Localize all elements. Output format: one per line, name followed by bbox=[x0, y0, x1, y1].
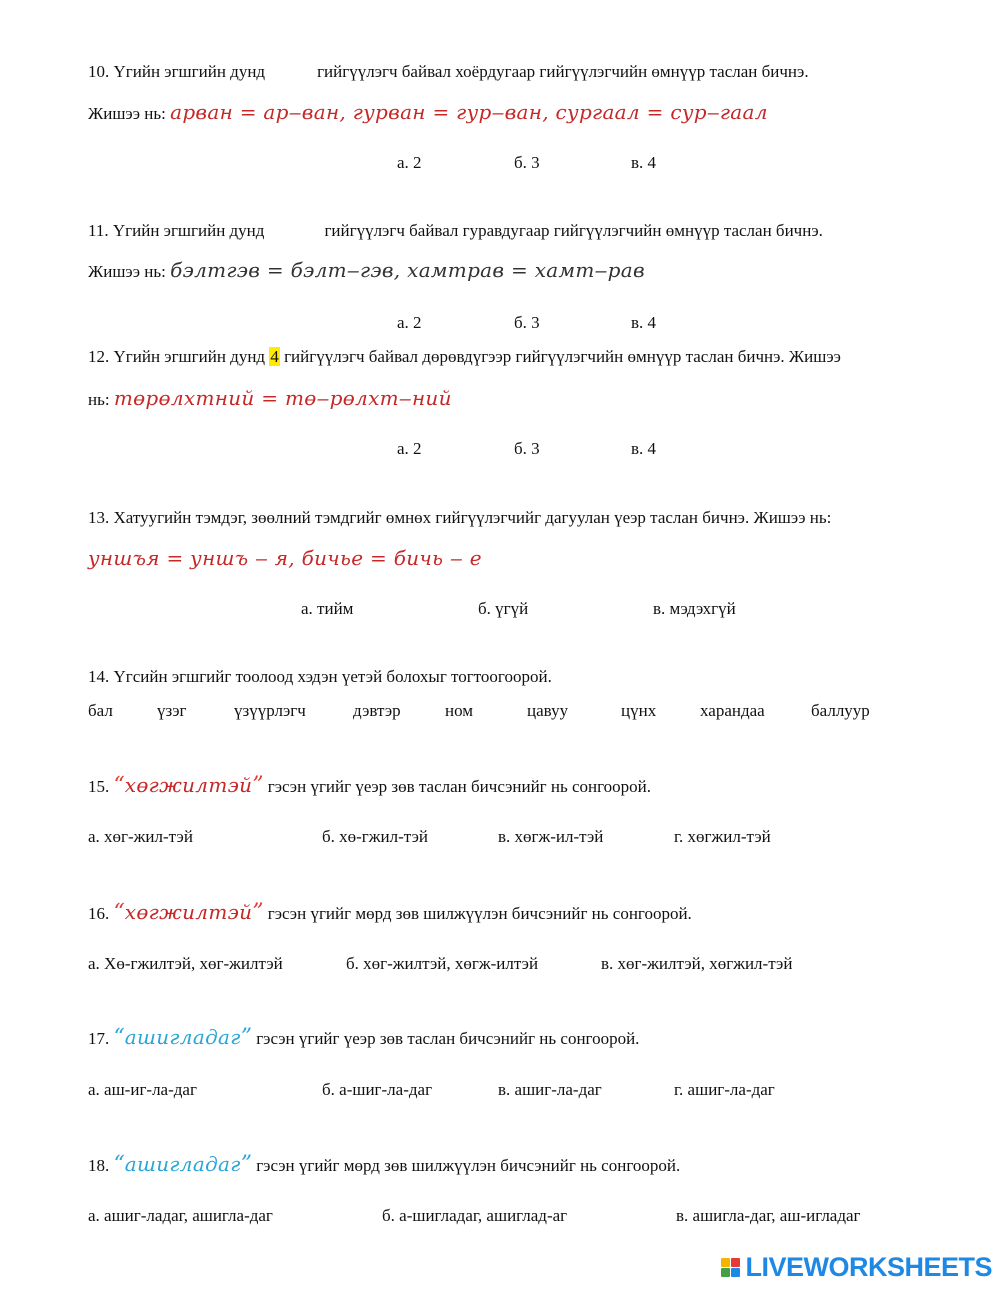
q17-option-a[interactable]: а. аш-иг-ла-даг bbox=[88, 1080, 197, 1099]
q16-open-quote: “ bbox=[113, 900, 125, 925]
q12-answer-field[interactable]: 4 bbox=[270, 347, 279, 366]
q16-option-a[interactable]: а. Хө-гжилтэй, хөг-жилтэй bbox=[88, 954, 283, 973]
logo-text: LIVEWORKSHEETS bbox=[745, 1252, 992, 1282]
q17-option-c[interactable]: в. ашиг-ла-даг bbox=[498, 1080, 602, 1099]
q11-example bbox=[88, 258, 645, 282]
q14-word[interactable]: ном bbox=[445, 701, 474, 720]
q17-word: ашигладаг bbox=[124, 1025, 241, 1049]
q17-open-quote: “ bbox=[113, 1025, 125, 1050]
q18-word: ашигладаг bbox=[124, 1152, 241, 1176]
q14-word[interactable]: бал bbox=[88, 701, 113, 720]
q12-option-a[interactable]: а. 2 bbox=[397, 439, 422, 458]
q17-text: гэсэн үгийг үеэр зөв таслан бичсэнийг нь сонгоорой. bbox=[256, 1029, 640, 1048]
q15-option-a[interactable]: а. хөг-жил-тэй bbox=[88, 827, 193, 846]
q18-option-b[interactable]: б. а-шигладаг, ашиглад-аг bbox=[382, 1206, 568, 1225]
q16-word: хөгжилтэй bbox=[124, 900, 253, 924]
q17-option-b[interactable]: б. а-шиг-ла-даг bbox=[322, 1080, 433, 1099]
q11-option-a[interactable]: а. 2 bbox=[397, 313, 422, 332]
q16-text: гэсэн үгийг мөрд зөв шилжүүлэн бичсэнийг нь сонгоорой. bbox=[267, 904, 692, 923]
q12-option-c[interactable]: в. 4 bbox=[631, 439, 657, 458]
q11-example-word: бэлтгэв = бэлт‒гэв, хамтрав = хамт‒рав bbox=[170, 258, 645, 282]
q12-text-after: гийгүүлэгч байвал дөрөвдүгээр гийгүүлэгчийн өмнүүр таслан бичнэ. Жишээ bbox=[284, 347, 841, 366]
q15-number: 15. bbox=[88, 777, 110, 796]
q16-close-quote: ” bbox=[252, 900, 264, 925]
q10-example-word: арван = ар‒ван, гурван = гур‒ван, сургаал = сур‒гаал bbox=[170, 100, 768, 124]
q16-option-b[interactable]: б. хөг-жилтэй, хөгж-илтэй bbox=[346, 954, 539, 973]
q15-word: хөгжилтэй bbox=[124, 773, 253, 797]
q15-prompt bbox=[88, 773, 651, 798]
q18-number: 18. bbox=[88, 1156, 110, 1175]
q12-example bbox=[88, 386, 452, 410]
q13-prompt: 13. Хатуугийн тэмдэг, зөөлний тэмдгийг өмнөх гийгүүлэгчийг дагуулан үеэр таслан бичнэ. Жишээ нь: bbox=[88, 508, 832, 527]
q18-close-quote: ” bbox=[240, 1152, 252, 1177]
q13-option-b[interactable]: б. үгүй bbox=[478, 599, 529, 618]
q17-option-d[interactable]: г. ашиг-ла-даг bbox=[674, 1080, 775, 1099]
q15-open-quote: “ bbox=[113, 773, 125, 798]
q11-example-label: Жишээ нь: bbox=[88, 262, 166, 281]
q12-prompt bbox=[88, 347, 841, 367]
q17-number: 17. bbox=[88, 1029, 110, 1048]
q15-option-d[interactable]: г. хөгжил-тэй bbox=[674, 827, 771, 846]
q15-text: гэсэн үгийг үеэр зөв таслан бичсэнийг нь сонгоорой. bbox=[267, 777, 652, 796]
q10-text-before: 10. Үгийн эгшгийн дунд bbox=[88, 62, 266, 81]
q13-option-c[interactable]: в. мэдэхгүй bbox=[653, 599, 736, 618]
q13-example bbox=[88, 546, 482, 570]
q14-prompt: 14. Үгсийн эгшгийг тоолоод хэдэн үетэй болохыг тогтоогоорой. bbox=[88, 667, 552, 686]
q18-option-c[interactable]: в. ашигла-даг, аш-игладаг bbox=[676, 1206, 861, 1225]
q10-prompt bbox=[88, 62, 809, 82]
q14-word[interactable]: үзэг bbox=[157, 701, 187, 720]
q12-option-b[interactable]: б. 3 bbox=[514, 439, 540, 458]
q14-word[interactable]: харандаа bbox=[700, 701, 765, 720]
q10-example bbox=[88, 100, 768, 124]
q10-text-after: гийгүүлэгч байвал хоёрдугаар гийгүүлэгчийн өмнүүр таслан бичнэ. bbox=[317, 62, 809, 81]
q14-word[interactable]: цүнх bbox=[621, 701, 657, 720]
q12-example-label: нь: bbox=[88, 390, 110, 409]
q13-example-word: уншъя = уншъ ‒ я, бичье = бичь ‒ е bbox=[88, 546, 482, 570]
q18-option-a[interactable]: а. ашиг-ладаг, ашигла-даг bbox=[88, 1206, 273, 1225]
q15-option-c[interactable]: в. хөгж-ил-тэй bbox=[498, 827, 604, 846]
q18-prompt bbox=[88, 1152, 680, 1177]
q11-option-b[interactable]: б. 3 bbox=[514, 313, 540, 332]
q11-prompt bbox=[88, 221, 823, 241]
q10-option-a[interactable]: а. 2 bbox=[397, 153, 422, 172]
q11-text-after: гийгүүлэгч байвал гуравдугаар гийгүүлэгчийн өмнүүр таслан бичнэ. bbox=[324, 221, 823, 240]
q14-word[interactable]: дэвтэр bbox=[353, 701, 401, 720]
q12-example-word: төрөлхтний = тө‒рөлхт‒ний bbox=[113, 386, 452, 410]
liveworksheets-logo[interactable] bbox=[721, 1252, 992, 1283]
q12-text-before: 12. Үгийн эгшгийн дунд bbox=[88, 347, 266, 366]
q16-option-c[interactable]: в. хөг-жилтэй, хөгжил-тэй bbox=[601, 954, 793, 973]
logo-blocks-icon bbox=[721, 1258, 740, 1277]
q13-option-a[interactable]: а. тийм bbox=[301, 599, 354, 618]
q14-word[interactable]: цавуу bbox=[527, 701, 569, 720]
q17-prompt bbox=[88, 1025, 639, 1050]
q11-option-c[interactable]: в. 4 bbox=[631, 313, 657, 332]
q10-option-b[interactable]: б. 3 bbox=[514, 153, 540, 172]
q18-text: гэсэн үгийг мөрд зөв шилжүүлэн бичсэнийг нь сонгоорой. bbox=[256, 1156, 681, 1175]
q17-close-quote: ” bbox=[240, 1025, 252, 1050]
q10-option-c[interactable]: в. 4 bbox=[631, 153, 657, 172]
q11-text-before: 11. Үгийн эгшгийн дунд bbox=[88, 221, 265, 240]
q14-word[interactable]: үзүүрлэгч bbox=[234, 701, 306, 720]
q14-word[interactable]: баллуур bbox=[811, 701, 870, 720]
q15-close-quote: ” bbox=[252, 773, 264, 798]
q15-option-b[interactable]: б. хө-гжил-тэй bbox=[322, 827, 429, 846]
q18-open-quote: “ bbox=[113, 1152, 125, 1177]
q16-prompt bbox=[88, 900, 692, 925]
q16-number: 16. bbox=[88, 904, 110, 923]
q10-example-label: Жишээ нь: bbox=[88, 104, 166, 123]
